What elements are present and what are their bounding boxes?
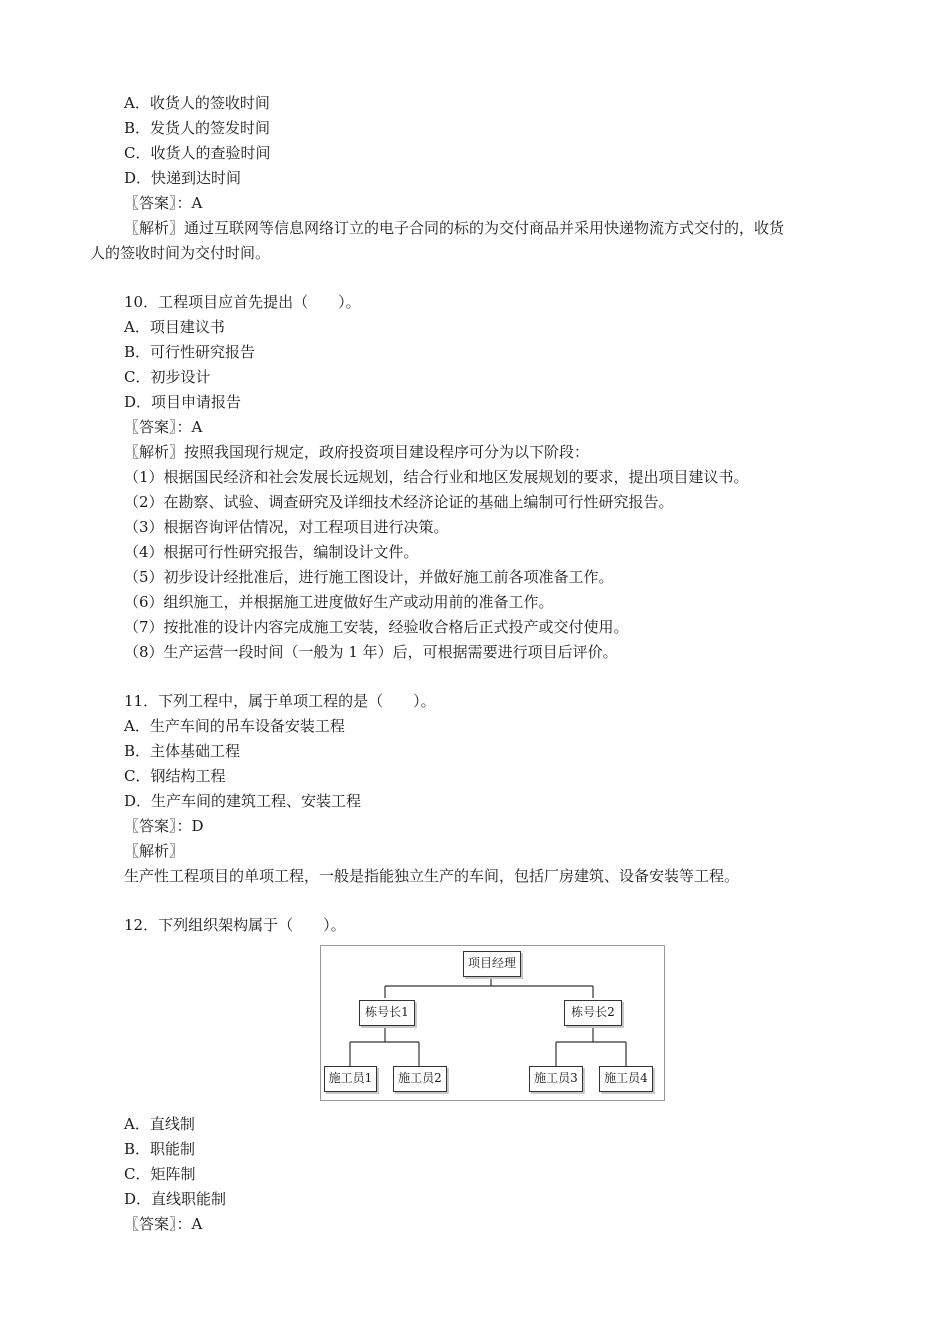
q12-option-b: B．职能制 — [124, 1140, 196, 1158]
q9-option-d: D．快递到达时间 — [124, 169, 242, 187]
q11-option-c: C．钢结构工程 — [124, 767, 226, 785]
org-node-manager-2: 栋号长2 — [564, 1000, 622, 1026]
q10-step-4: （4）根据可行性研究报告，编制设计文件。 — [124, 543, 419, 561]
q9-analysis-line1: 〖解析〗通过互联网等信息网络订立的电子合同的标的为交付商品并采用快递物流方式交付的，收货 — [124, 219, 785, 237]
q10-step-6: （6）组织施工，并根据施工进度做好生产或动用前的准备工作。 — [124, 593, 554, 611]
q10-option-b: B．可行性研究报告 — [124, 343, 256, 361]
org-node-manager-1: 栋号长1 — [359, 1000, 415, 1026]
q10-step-3: （3）根据咨询评估情况，对工程项目进行决策。 — [124, 518, 449, 536]
org-node-worker-4: 施工员4 — [599, 1066, 653, 1092]
q9-option-c: C．收货人的查验时间 — [124, 144, 271, 162]
q9-option-b: B．发货人的签发时间 — [124, 119, 271, 137]
q11-analysis-text: 生产性工程项目的单项工程，一般是指能独立生产的车间，包括厂房建筑、设备安装等工程。 — [124, 867, 740, 885]
q12-option-c: C．矩阵制 — [124, 1165, 196, 1183]
org-chart — [320, 945, 665, 1101]
q12-answer: 〖答案〗：A — [124, 1215, 203, 1233]
q10-step-7: （7）按批准的设计内容完成施工安装，经验收合格后正式投产或交付使用。 — [124, 618, 629, 636]
q12-option-a: A．直线制 — [124, 1115, 195, 1133]
q10-answer: 〖答案〗：A — [124, 418, 203, 436]
q9-analysis-line2: 人的签收时间为交付时间。 — [90, 244, 271, 262]
org-node-worker-1: 施工员1 — [324, 1066, 377, 1092]
q10-step-2: （2）在勘察、试验、调查研究及详细技术经济论证的基础上编制可行性研究报告。 — [124, 493, 674, 511]
q10-option-a: A．项目建议书 — [124, 318, 225, 336]
q11-analysis: 〖解析〗 — [124, 842, 185, 860]
q10-step-1: （1）根据国民经济和社会发展长远规划，结合行业和地区发展规划的要求，提出项目建议书。 — [124, 468, 749, 486]
q10-step-8: （8）生产运营一段时间（一般为 1 年）后，可根据需要进行项目后评价。 — [124, 643, 618, 661]
q9-answer: 〖答案〗：A — [124, 194, 203, 212]
q11-option-a: A．生产车间的吊车设备安装工程 — [124, 717, 345, 735]
org-node-worker-3: 施工员3 — [529, 1066, 583, 1092]
q12-option-d: D．直线职能制 — [124, 1190, 227, 1208]
q10-option-c: C．初步设计 — [124, 368, 211, 386]
q11-option-b: B．主体基础工程 — [124, 742, 241, 760]
q10-step-5: （5）初步设计经批准后，进行施工图设计，并做好施工前各项准备工作。 — [124, 568, 614, 586]
q10-option-d: D．项目申请报告 — [124, 393, 242, 411]
q10-analysis: 〖解析〗按照我国现行规定，政府投资项目建设程序可分为以下阶段： — [124, 443, 590, 461]
q10-question: 10．工程项目应首先提出（ ）。 — [124, 293, 361, 311]
q11-question: 11．下列工程中，属于单项工程的是（ ）。 — [124, 692, 436, 710]
q9-option-a: A．收货人的签收时间 — [124, 94, 270, 112]
q11-answer: 〖答案〗：D — [124, 817, 204, 835]
q12-question: 12．下列组织架构属于（ ）。 — [124, 916, 346, 934]
org-node-worker-2: 施工员2 — [393, 1066, 447, 1092]
q11-option-d: D．生产车间的建筑工程、安装工程 — [124, 792, 362, 810]
org-node-project-manager: 项目经理 — [463, 951, 521, 977]
